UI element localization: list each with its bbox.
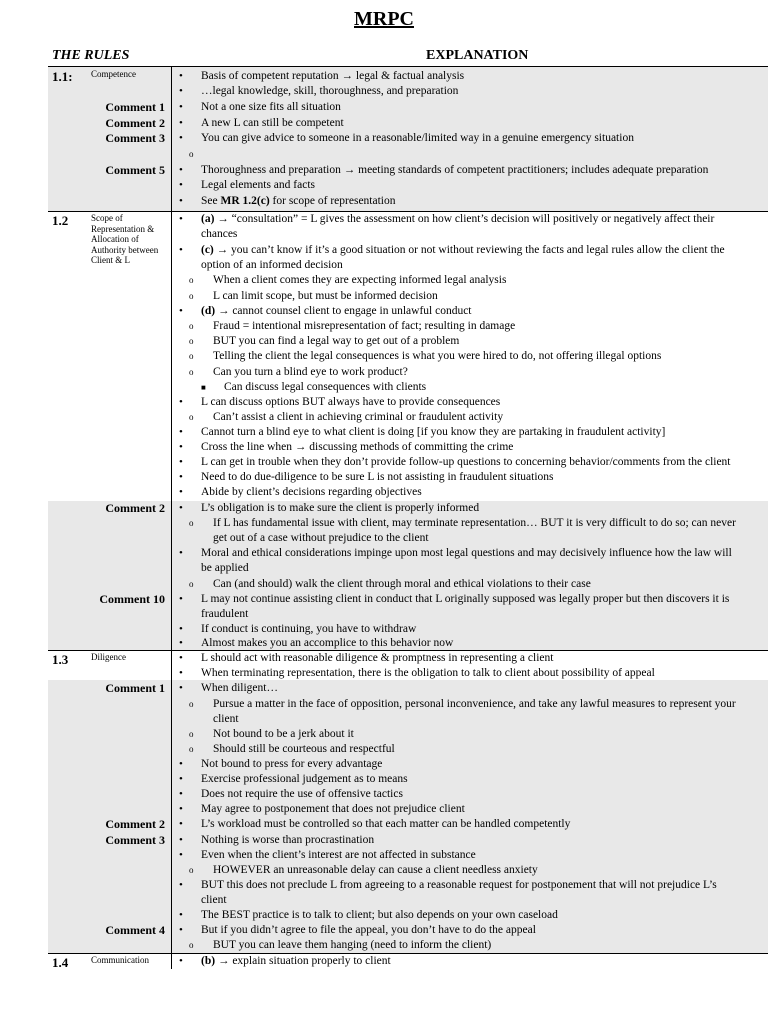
sub-bullet-text: When a client comes they are expecting informed legal analysis — [213, 274, 507, 286]
section-1-1: 1.1: Competence Comment 1 Comment 2 Comment 3 Comment 5 • Basis of competent reputation → legal & factual analysis • …legal knowledge, skill, thoroughness, and preparation • Not a one size fits all situation • A new L can still be competent • You can give advice to someone in a reasonable/limited way in a genuine emergency situation o • Thoroughness and preparation → meeting standards of competent practitioners; includes adequate preparation • Legal elements and facts • See MR 1.2(c) for scope of representation — [48, 67, 768, 211]
bullet-text: Need to do due-diligence to be sure L is not assisting in fraudulent situations — [201, 471, 554, 483]
bullet-text: client — [201, 894, 227, 906]
sub-bullet-text: Telling the client the legal consequences is what you were hired to do, not offering illegal options — [213, 350, 662, 362]
sub-bullet-text: get out of a case without prejudice to the client — [213, 532, 429, 544]
rule-reference: MR 1.2(c) — [220, 195, 270, 207]
bullet-text: Cannot turn a blind eye to what client is doing [if you know they are partaking in fraudulent activity] — [201, 426, 666, 438]
document-title: MRPC — [354, 8, 414, 30]
bullet-text: L may not continue assisting client in conduct that L originally supposed was legally proper but then discovers it is — [201, 593, 730, 605]
bullet-text: Almost makes you an accomplice to this behavior now — [201, 637, 454, 649]
bullet-text: Abide by client’s decisions regarding objectives — [201, 486, 422, 498]
sub-bullet-text: client — [213, 713, 239, 725]
bullet-text: When diligent… — [201, 682, 278, 694]
bullet-text: L’s obligation is to make sure the client is properly informed — [201, 502, 480, 514]
rule-number: 1.3 — [52, 652, 69, 667]
bullet-text: Does not require the use of offensive tactics — [201, 788, 403, 800]
sub-bullet-text: Can you turn a blind eye to work product? — [213, 366, 408, 378]
header-explanation: EXPLANATION — [426, 48, 529, 63]
bullet-text: Basis of competent reputation → legal & factual analysis — [201, 70, 465, 82]
bullet-text: Even when the client’s interest are not affected in substance — [201, 849, 476, 861]
bullet-text: But if you didn’t agree to file the appeal, you don’t have to do the appeal — [201, 924, 536, 936]
sub-bullet-text: Not bound to be a jerk about it — [213, 728, 354, 740]
rule-name: Communication — [91, 955, 149, 965]
bullet-text: Exercise professional judgement as to means — [201, 773, 408, 785]
rule-number: 1.4 — [52, 955, 69, 970]
sub-bullet-text: L can limit scope, but must be informed decision — [213, 290, 438, 302]
header-the-rules: THE RULES — [52, 48, 130, 63]
comment-label: Comment 3 — [105, 131, 165, 145]
comment-label: Comment 1 — [105, 681, 165, 695]
bullet-text: May agree to postponement that does not prejudice client — [201, 803, 465, 815]
bullet-text: Nothing is worse than procrastination — [201, 834, 375, 846]
comment-label: Comment 10 — [99, 592, 165, 606]
sub-bullet-text: Pursue a matter in the face of opposition, personal inconvenience, and take any lawful measures to represent your — [213, 698, 736, 710]
bullet-text: (b) → explain situation properly to client — [201, 955, 391, 967]
comment-label: Comment 3 — [105, 833, 165, 847]
bullet-text: See MR 1.2(c) for scope of representation — [201, 195, 396, 207]
bullet-text: Thoroughness and preparation → meeting standards of competent practitioners; includes adequate preparation — [201, 164, 709, 176]
rule-number: 1.2 — [52, 213, 69, 228]
comment-label: Comment 4 — [105, 923, 165, 937]
bullet-text: Not a one size fits all situation — [201, 101, 341, 113]
section-1-2: 1.2 Scope of Representation & Allocation of Authority between Client & L Comment 2 Comment 10 • (a) → “consultation” = L gives the assessment on how client’s decision will positively or negatively affect their chances • (c) → you can’t know if it’s a good situation or not without reviewing the facts and legal rules allow the client the option of an informed decision o When a client comes they are expecting informed legal analysis o L can limit scope, but must be informed decision • (d) → cannot counsel client to engage in unlawful conduct o Fraud = intentional misrepresentation of fact; resulting in damage o BUT you can find a legal way to get out of a problem o Telling the client the legal consequences is what you were hired to do, not offering illegal options o Can you turn a blind eye to work product? ■ Can discuss legal consequences with clients • L can discuss options BUT always have to provide consequences o Can’t assist a client in achieving criminal or fraudulent activity • Cannot turn a blind eye to what client is doing [if you know they are partaking in fraudulent activity] • Cross the line when → discussing methods of committing the crime • L can get in trouble when they don’t provide follow-up questions to concerning behavior/comments from the client • Need to do due-diligence to be sure L is not assisting in fraudulent situations • Abide by client’s decisions regarding objectives • L’s obligation is to make sure the client is properly informed o If L has fundamental issue with client, may terminate representation… BUT it is very difficult to do so; can never get out of a case without prejudice to the client • Moral and ethical considerations impinge upon most legal questions and may decisively influence how the law will be applied o Can (and should) walk the client through moral and ethical violations to their case • L may not continue assisting client in conduct that L originally supposed was legally proper but then discovers it is fraudulent • If conduct is continuing, you have to withdraw • Almost makes you an accomplice to this behavior now — [48, 211, 768, 650]
sub-bullet-text: If L has fundamental issue with client, may terminate representation… BUT it is very difficult to do so; can never — [213, 517, 736, 529]
bullet-text: Moral and ethical considerations impinge upon most legal questions and may decisively influence how the law will — [201, 547, 732, 559]
bullet-text: Legal elements and facts — [201, 179, 315, 191]
bullet-text: The BEST practice is to talk to client; but also depends on your own caseload — [201, 909, 558, 921]
bullet-text: If conduct is continuing, you have to withdraw — [201, 623, 417, 635]
rule-name: Scope of Representation & Allocation of Authority between Client & L — [91, 213, 159, 265]
sub-bullet-text: Can (and should) walk the client through moral and ethical violations to their case — [213, 578, 591, 590]
bullet-text: chances — [201, 228, 238, 240]
bullet-text: option of an informed decision — [201, 259, 343, 271]
bullet-text: Cross the line when → discussing methods of committing the crime — [201, 441, 514, 453]
bullet-text: A new L can still be competent — [201, 117, 344, 129]
sub-bullet-text: Can’t assist a client in achieving criminal or fraudulent activity — [213, 411, 504, 423]
bullet-text: (a) → “consultation” = L gives the assessment on how client’s decision will positively or negatively affect their — [201, 213, 715, 225]
bullet-text: You can give advice to someone in a reasonable/limited way in a genuine emergency situation — [201, 132, 634, 144]
bullet-text: fraudulent — [201, 608, 249, 620]
sub-bullet-text: BUT you can leave them hanging (need to inform the client) — [213, 939, 492, 951]
bullet-text: L should act with reasonable diligence & promptness in representing a client — [201, 652, 554, 664]
comment-label: Comment 5 — [105, 163, 165, 177]
bullet-text: BUT this does not preclude L from agreeing to a reasonable request for postponement that will not prejudice L’s — [201, 879, 717, 891]
bullet-text: Not bound to press for every advantage — [201, 758, 383, 770]
sub-bullet-text: Fraud = intentional misrepresentation of fact; resulting in damage — [213, 320, 516, 332]
section-1-4: 1.4 Communication • (b) → explain situation properly to client — [48, 953, 768, 969]
bullet-text: be applied — [201, 562, 249, 574]
comment-label: Comment 1 — [105, 100, 165, 114]
bullet-text: L can discuss options BUT always have to provide consequences — [201, 396, 501, 408]
comment-label: Comment 2 — [105, 501, 165, 515]
comment-label: Comment 2 — [105, 817, 165, 831]
sub-bullet-text: Should still be courteous and respectful — [213, 743, 395, 755]
rule-name: Competence — [91, 69, 136, 79]
bullet-text: (d) → cannot counsel client to engage in unlawful conduct — [201, 305, 472, 317]
bullet-text: …legal knowledge, skill, thoroughness, and preparation — [201, 85, 459, 97]
sub-bullet-text: BUT you can find a legal way to get out of a problem — [213, 335, 460, 347]
bullet-text: (c) → you can’t know if it’s a good situation or not without reviewing the facts and legal rules allow the client the — [201, 244, 725, 256]
bullet-text: When terminating representation, there is the obligation to talk to client about possibility of appeal — [201, 667, 655, 679]
sub-sub-bullet-text: Can discuss legal consequences with clients — [224, 381, 427, 393]
comment-label: Comment 2 — [105, 116, 165, 130]
section-1-3: 1.3 Diligence Comment 1 Comment 2 Comment 3 Comment 4 • L should act with reasonable diligence & promptness in representing a client • When terminating representation, there is the obligation to talk to client about possibility of appeal • When diligent… o Pursue a matter in the face of opposition, personal inconvenience, and take any lawful measures to represent your client o Not bound to be a jerk about it o Should still be courteous and respectful • Not bound to press for every advantage • Exercise professional judgement as to means • Does not require the use of offensive tactics • May agree to postponement that does not prejudice client • L’s workload must be controlled so that each matter can be handled competently • Nothing is worse than procrastination • Even when the client’s interest are not affected in substance o HOWEVER an unreasonable delay can cause a client needless anxiety • BUT this does not preclude L from agreeing to a reasonable request for postponement that will not prejudice L’s client • The BEST practice is to talk to client; but also depends on your own caseload • But if you didn’t agree to file the appeal, you don’t have to do the appeal o BUT you can leave them hanging (need to inform the client) — [48, 650, 768, 953]
bullet-text: L can get in trouble when they don’t provide follow-up questions to concerning behavior/comments from the client — [201, 456, 731, 468]
rule-number: 1.1: — [52, 69, 73, 84]
rule-name: Diligence — [91, 652, 126, 662]
sub-bullet-text: HOWEVER an unreasonable delay can cause a client needless anxiety — [213, 864, 538, 876]
bullet-text: L’s workload must be controlled so that each matter can be handled competently — [201, 818, 571, 830]
